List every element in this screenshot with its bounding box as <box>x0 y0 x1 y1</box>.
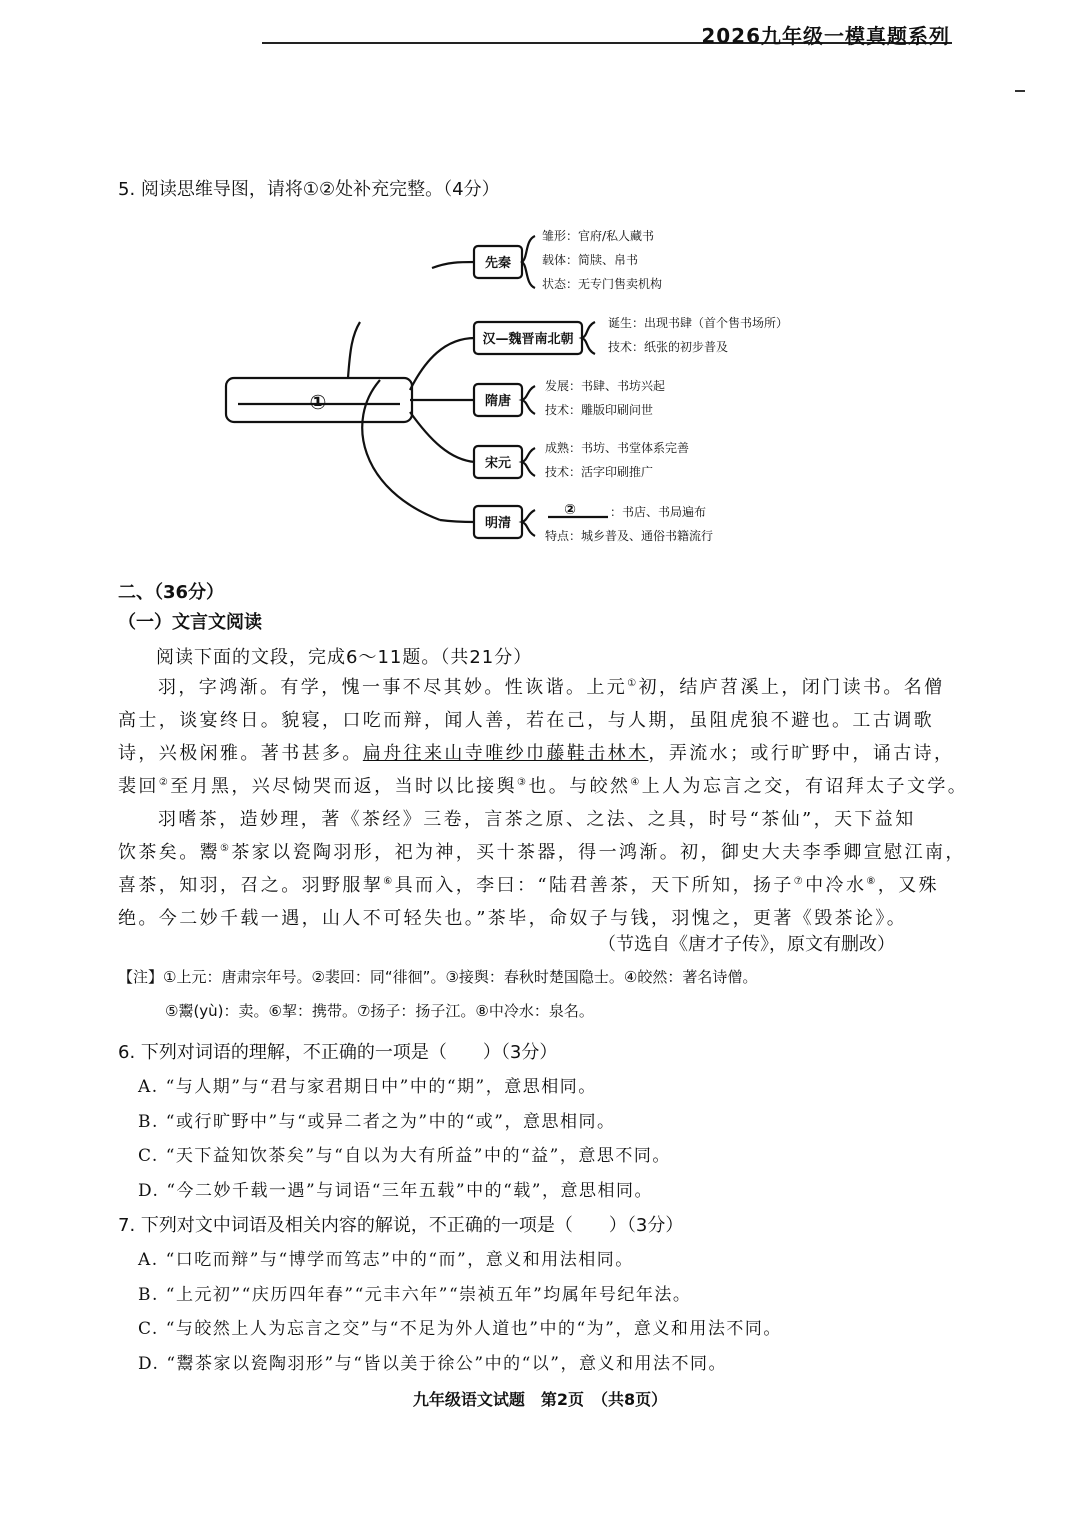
detail-3-0: 成熟：书坊、书堂体系完善 <box>545 441 690 455</box>
detail-0-2: 状态：无专门售卖机构 <box>542 277 663 291</box>
passage-line: 诗，兴极闲雅。著书甚多。扁舟往来山寺唯纱巾藤鞋击林木，弄流水；或行旷野中，诵古诗， <box>118 743 955 764</box>
detail-2-0: 发展：书肆、书坊兴起 <box>545 379 666 393</box>
passage-source: （节选自《唐才子传》，原文有删改） <box>598 934 895 955</box>
branch-name-1: 汉—魏晋南北朝 <box>482 332 574 347</box>
underlined-sentence: 扁舟往来山寺唯纱巾藤鞋击林木 <box>362 743 649 764</box>
q6-stem: 6. 下列对词语的理解，不正确的一项是（ ）（3分） <box>118 1042 558 1063</box>
passage-line: 绝。今二妙千载一遇，山人不可轻失也。”茶毕，命奴子与钱，羽愧之，更著《毁茶论》。 <box>118 908 908 929</box>
branch-name-2: 隋唐 <box>484 394 512 409</box>
header-title: 2026九年级一模真题系列 <box>701 24 950 48</box>
notes-line-1: 【注】①上元：唐肃宗年号。②裴回：同“徘徊”。③接舆：春秋时楚国隐士。④皎然：著名诗僧。 <box>118 968 758 986</box>
passage-line: 羽，字鸿渐。有学，愧一事不尽其妙。性诙谐。上元①初，结庐苕溪上，闭门读书。名僧 <box>158 677 945 698</box>
q5-prompt: 5. 阅读思维导图，请将①②处补充完整。（4分） <box>118 179 500 200</box>
branch-name-3: 宋元 <box>484 456 512 471</box>
notes-line-2: ⑤鬻(yù)：卖。⑥挈：携带。⑦扬子：扬子江。⑧中冷水：泉名。 <box>165 1002 594 1020</box>
branch-name-0: 先秦 <box>484 256 512 271</box>
detail-0-0: 雏形：官府/私人藏书 <box>542 229 655 243</box>
q6-option-a: A. “与人期”与“君与家君期日中”中的“期”，意思相同。 <box>138 1077 597 1097</box>
reading-intro: 阅读下面的文段，完成6～11题。（共21分） <box>156 647 533 668</box>
decor-arc <box>348 322 360 378</box>
q7-option-c: C. “与皎然上人为忘言之交”与“不足为外人道也”中的“为”，意义和用法不同。 <box>138 1319 782 1339</box>
detail-4-0: ：书店、书局遍布 <box>610 505 707 519</box>
mind-map <box>0 215 1080 555</box>
passage-line: 饮茶矣。鬻⑤茶家以瓷陶羽形，祀为神，买十茶器，得一鸿渐。初，御史大夫李季卿宣慰江南， <box>118 842 966 863</box>
q6-option-d: D. “今二妙千载一遇”与词语“三年五载”中的“载”，意思相同。 <box>138 1181 653 1201</box>
detail-1-1: 技术：纸张的初步普及 <box>608 340 729 354</box>
passage-line: 高士，谈宴终日。貌寝，口吃而辩，闻人善，若在己，与人期，虽阻虎狼不避也。工古调歌 <box>118 710 934 731</box>
stem-xianqin <box>432 262 475 268</box>
page-footer: 九年级语文试题 第2页 （共8页） <box>412 1390 668 1409</box>
center-label: ① <box>309 390 327 414</box>
q7-option-d: D. “鬻茶家以瓷陶羽形”与“皆以美于徐公”中的“以”，意义和用法不同。 <box>138 1354 727 1374</box>
stray-mark <box>1015 90 1025 92</box>
passage-line: 羽嗜茶，造妙理，著《茶经》三卷，言茶之原、之法、之具，时号“茶仙”，天下益知 <box>158 809 916 830</box>
q7-option-a: A. “口吃而辩”与“博学而笃志”中的“而”，意义和用法相同。 <box>138 1250 634 1270</box>
section-title: 二、（36分） <box>118 582 225 603</box>
passage-line: 裴回②至月黑，兴尽恸哭而返，当时以比接舆③也。与皎然④上人为忘言之交，有诏拜太子文学。 <box>118 776 969 797</box>
stem-han <box>410 338 475 390</box>
passage-line: 喜茶，知羽，召之。羽野服挈⑥具而入，李曰：“陆君善茶，天下所知，扬子⑦中冷水⑧，又殊 <box>118 875 939 896</box>
detail-3-1: 技术：活字印刷推广 <box>545 465 654 479</box>
branch-name-4: 明清 <box>484 516 512 531</box>
stem-songyuan <box>410 412 475 462</box>
q6-option-b: B. “或行旷野中”与“或异二者之为”中的“或”，意思相同。 <box>138 1112 616 1132</box>
q7-stem: 7. 下列对文中词语及相关内容的解说，不正确的一项是（ ）（3分） <box>118 1215 684 1236</box>
subsection-title: （一）文言文阅读 <box>118 612 262 633</box>
detail-4-blank: ② <box>564 502 576 518</box>
detail-1-0: 诞生：出现书肆（首个售书场所） <box>608 316 789 330</box>
detail-2-1: 技术：雕版印刷问世 <box>545 403 654 417</box>
detail-4-1: 特点：城乡普及、通俗书籍流行 <box>545 529 714 543</box>
detail-0-1: 载体：简牍、帛书 <box>542 253 639 267</box>
q6-option-c: C. “天下益知饮茶矣”与“自以为大有所益”中的“益”，意思不同。 <box>138 1146 671 1166</box>
q7-option-b: B. “上元初”“庆历四年春”“元丰六年”“崇祯五年”均属年号纪年法。 <box>138 1285 692 1305</box>
